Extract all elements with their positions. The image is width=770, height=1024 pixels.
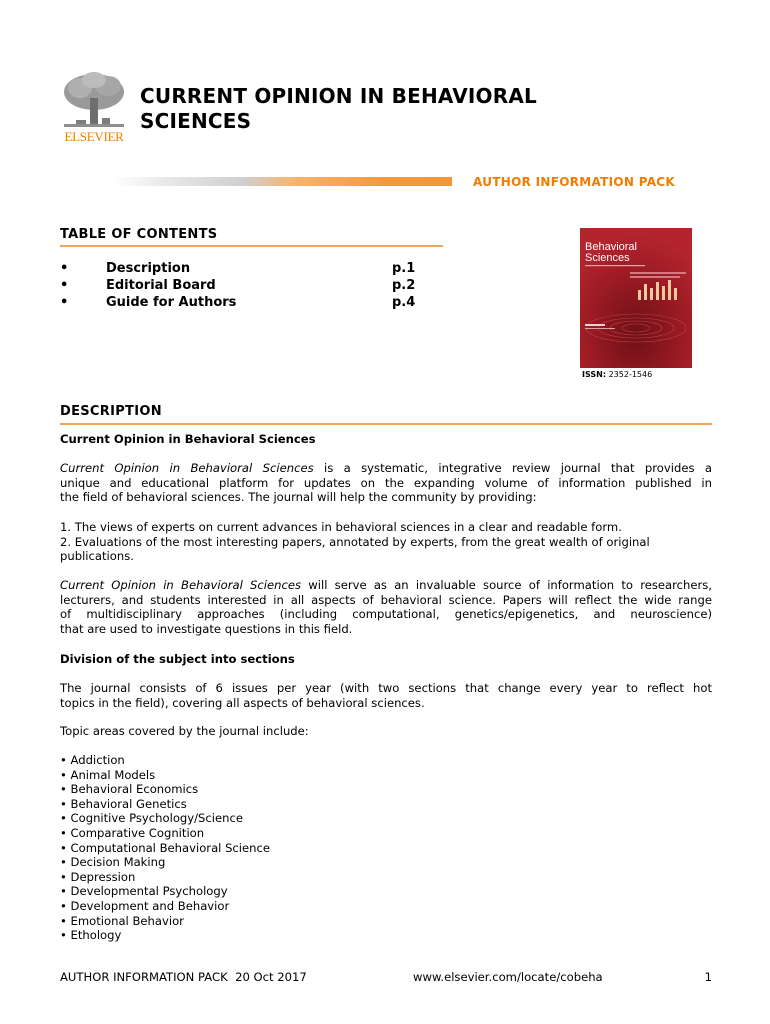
list-item: • Animal Models xyxy=(60,767,156,782)
paragraph-line: The journal consists of 6 issues per year (with two sections that change every year to reflect hot xyxy=(60,681,712,695)
description-subtitle: Current Opinion in Behavioral Sciences xyxy=(60,432,316,446)
journal-name-italic: Current Opinion in Behavioral Sciences xyxy=(60,578,302,592)
footer-journal-url[interactable]: www.elsevier.com/locate/cobeha xyxy=(413,970,603,984)
toc-item-editorial-board[interactable] xyxy=(60,278,420,295)
description-paragraph-1 xyxy=(60,461,712,505)
list-item: • Behavioral Genetics xyxy=(60,796,187,811)
description-heading: DESCRIPTION xyxy=(60,404,162,419)
toc-bullet: • xyxy=(60,261,69,276)
journal-name-italic: Current Opinion in Behavioral Sciences xyxy=(60,461,314,475)
toc-item-label: Description xyxy=(106,261,191,276)
toc-heading: TABLE OF CONTENTS xyxy=(60,227,218,242)
elsevier-tree-logo xyxy=(58,70,130,146)
list-item: • Behavioral Economics xyxy=(60,782,199,797)
list-item: • Computational Behavioral Science xyxy=(60,840,271,855)
list-item: • Ethology xyxy=(60,928,122,943)
description-numbered-list xyxy=(60,520,712,564)
paragraph-line: Current Opinion in Behavioral Sciences will serve as an invaluable source of information to researchers, xyxy=(60,578,712,592)
paragraph-line: lecturers, and students interested in all aspects of behavioral science. Papers will reflect the wide range xyxy=(60,592,712,607)
paragraph-line: that are used to investigate questions in this field. xyxy=(60,621,353,636)
journal-cover-image xyxy=(580,228,692,368)
description-divider xyxy=(60,423,712,425)
list-item: • Addiction xyxy=(60,753,125,767)
journal-title xyxy=(140,84,660,134)
footer-pack-date: AUTHOR INFORMATION PACK 20 Oct 2017 xyxy=(60,970,307,984)
issn-label: ISSN: xyxy=(582,370,607,379)
topic-list xyxy=(60,753,460,943)
list-item: • Cognitive Psychology/Science xyxy=(60,811,243,826)
list-item: • Development and Behavior xyxy=(60,898,230,913)
list-item: • Developmental Psychology xyxy=(60,884,228,899)
toc-divider xyxy=(60,245,443,247)
list-item: • Comparative Cognition xyxy=(60,825,205,840)
footer-page-number: 1 xyxy=(704,970,712,984)
description-paragraph-2 xyxy=(60,578,712,636)
toc-bullet: • xyxy=(60,278,69,293)
list-item: • Decision Making xyxy=(60,855,166,870)
toc-item-guide-for-authors[interactable] xyxy=(60,295,420,312)
journal-title-line-2: SCIENCES xyxy=(140,109,252,133)
issn xyxy=(582,370,652,379)
toc-item-page: p.2 xyxy=(392,278,416,293)
toc-item-label: Editorial Board xyxy=(106,278,216,293)
elsevier-wordmark: ELSEVIER xyxy=(64,129,124,144)
cover-title-line-1: Behavioral xyxy=(585,241,637,253)
cover-title-line-2: Sciences xyxy=(585,252,630,264)
topic-intro: Topic areas covered by the journal include: xyxy=(60,724,309,738)
toc-item-page: p.4 xyxy=(392,295,416,310)
list-item: • Emotional Behavior xyxy=(60,913,184,928)
list-item: • Depression xyxy=(60,869,136,884)
issn-value: 2352-1546 xyxy=(608,370,653,379)
division-heading: Division of the subject into sections xyxy=(60,652,295,666)
paragraph-line: the field of behavioral sciences. The journal will help the community by providing: xyxy=(60,490,537,505)
paragraph-line: unique and educational platform for updates on the expanding volume of information published in xyxy=(60,475,712,490)
description-paragraph-3 xyxy=(60,681,712,710)
page-footer xyxy=(60,970,712,986)
toc-item-description[interactable] xyxy=(60,261,420,278)
numbered-item-1: 1. The views of experts on current advances in behavioral sciences in a clear and readable form. xyxy=(60,520,622,534)
numbered-item-2: 2. Evaluations of the most interesting papers, annotated by experts, from the great wealth of original xyxy=(60,534,650,549)
paragraph-line: of multidisciplinary approaches (including computational, genetics/epigenetics, and neuroscience) xyxy=(60,607,712,622)
toc-item-label: Guide for Authors xyxy=(106,295,237,310)
paragraph-line: topics in the field), covering all aspects of behavioral sciences. xyxy=(60,695,425,710)
numbered-item-2-continued: publications. xyxy=(60,549,134,564)
paragraph-line: Current Opinion in Behavioral Sciences is a systematic, integrative review journal that provides a xyxy=(60,461,712,475)
journal-title-line-1: CURRENT OPINION IN BEHAVIORAL xyxy=(140,84,537,108)
author-information-pack-label: AUTHOR INFORMATION PACK xyxy=(473,175,676,189)
toc-bullet: • xyxy=(60,295,69,310)
toc-item-page: p.1 xyxy=(392,261,416,276)
